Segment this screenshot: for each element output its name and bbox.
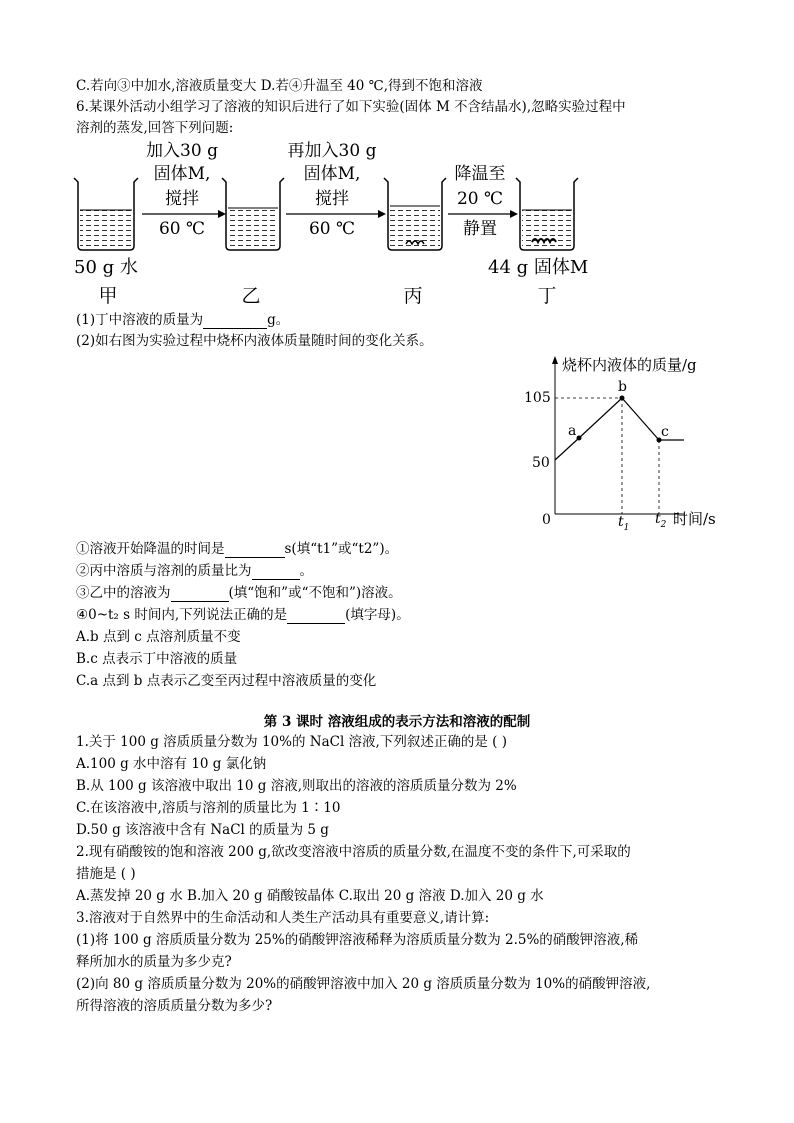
graph-xlabel: 时间/s (673, 510, 716, 528)
beaker-yi (222, 178, 284, 250)
label-50g-water: 50 g 水 (74, 257, 138, 278)
beaker-ding (516, 178, 578, 250)
answer-blank-3[interactable] (252, 565, 300, 580)
graph-xtick-t1: $t_1$ (618, 514, 630, 530)
q6-item3-suffix: (填“饱和”或“不饱和”)溶液。 (228, 585, 402, 601)
step2-line2: 固体M, (303, 164, 361, 184)
step3-line1: 降温至 (454, 164, 506, 184)
q6-stem-line2: 溶剂的蒸发,回答下列问题: (76, 120, 234, 136)
q6-item4-suffix: (填字母)。 (345, 607, 410, 623)
answer-blank-1[interactable] (203, 314, 267, 329)
s3-q3: 3.溶液对于自然界中的生命活动和人类生产活动具有重要意义,请计算: (76, 910, 490, 926)
q6-item1 (76, 540, 398, 558)
s3-q3-part1-line2: 释所加水的质量为多少克? (76, 954, 232, 970)
q6-item4-prefix: ④0~t₂ s 时间内,下列说法正确的是 (76, 607, 288, 623)
q6-item2 (76, 562, 313, 580)
q6-item2-suffix: 。 (299, 563, 313, 579)
q5-options-tail: C.若向③中加水,溶液质量变大 D.若④升温至 40 ℃,得到不饱和溶液 (76, 78, 483, 94)
q6-item3 (76, 584, 402, 602)
step1-line4: 60 ℃ (158, 219, 206, 239)
step2-line1: 再加入30 g (287, 141, 377, 161)
s3-q2-options: A.蒸发掉 20 g 水 B.加入 20 g 硝酸铵晶体 C.取出 20 g 溶液 D.加入 20 g 水 (76, 888, 544, 904)
q6-option-b: B.c 点表示丁中溶液的质量 (76, 651, 238, 667)
label-a: a (568, 423, 577, 439)
s3-q3-part2-line1: (2)向 80 g 溶质质量分数为 20%的硝酸钾溶液中加入 20 g 溶质质量分数为 10%的硝酸钾溶液, (76, 976, 651, 992)
label-bing: 丙 (403, 285, 423, 307)
point-a (577, 436, 582, 441)
point-b (620, 396, 625, 401)
label-yi: 乙 (241, 285, 261, 307)
label-c: c (661, 424, 669, 440)
answer-blank-4[interactable] (171, 587, 229, 602)
s3-q3-part1-line1: (1)将 100 g 溶质质量分数为 25%的硝酸钾溶液稀释为溶质质量分数为 2.5%的硝酸钾溶液,稀 (76, 932, 639, 948)
q6-option-a: A.b 点到 c 点溶剂质量不变 (76, 629, 241, 645)
step1-line3: 搅拌 (165, 189, 199, 209)
graph-origin: 0 (542, 512, 551, 528)
label-jia: 甲 (98, 285, 118, 307)
q6-sub1-suffix: g。 (267, 312, 290, 328)
q6-sub1-prefix: (1)丁中溶液的质量为 (76, 312, 204, 328)
s3-q1-option-b: B.从 100 g 该溶液中取出 10 g 溶液,则取出的溶液的溶质质量分数为 2% (76, 778, 517, 794)
step3-line2: 20 ℃ (456, 189, 504, 209)
answer-blank-5[interactable] (287, 609, 345, 624)
q6-item3-prefix: ③乙中的溶液为 (76, 585, 171, 601)
s3-q1-option-d: D.50 g 该溶液中含有 NaCl 的质量为 5 g (76, 822, 329, 838)
graph-ylabel: 烧杯内液体的质量/g (562, 356, 697, 374)
s3-q1-option-a: A.100 g 水中溶有 10 g 氯化钠 (76, 756, 267, 772)
s3-q3-part2-line2: 所得溶液的溶质质量分数为多少? (76, 998, 273, 1014)
s3-q2-line1: 2.现有硝酸铵的饱和溶液 200 g,欲改变溶液中溶质的质量分数,在温度不变的条件下,可采取的 (76, 844, 631, 860)
step3-line3: 静置 (463, 219, 497, 239)
q6-item1-prefix: ①溶液开始降温的时间是 (76, 541, 225, 557)
label-ding: 丁 (537, 285, 557, 307)
graph-ytick-50: 50 (532, 455, 550, 471)
answer-blank-2[interactable] (225, 543, 285, 558)
q6-item1-suffix: s(填“t1”或“t2”)。 (284, 541, 399, 557)
step1-line2: 固体M, (153, 164, 211, 184)
label-44g-solid: 44 g 固体M (488, 257, 589, 278)
s3-q2-line2: 措施是 ( ) (76, 866, 136, 882)
step1-line1: 加入30 g (146, 141, 218, 161)
experiment-diagram (70, 138, 630, 308)
q6-sub1 (76, 311, 289, 329)
q6-item2-prefix: ②丙中溶质与溶剂的质量比为 (76, 563, 252, 579)
step2-line4: 60 ℃ (308, 219, 356, 239)
q6-item4 (76, 606, 410, 624)
q6-sub2: (2)如右图为实验过程中烧杯内液体质量随时间的变化关系。 (76, 333, 433, 349)
graph-ytick-105: 105 (524, 390, 551, 406)
beaker-jia (74, 178, 138, 250)
beaker-bing (384, 178, 446, 250)
s3-q1: 1.关于 100 g 溶质质量分数为 10%的 NaCl 溶液,下列叙述正确的是 ( ) (76, 734, 507, 750)
graph-xtick-t2: $t_2$ (655, 511, 667, 530)
s3-q1-option-c: C.在该溶液中,溶质与溶剂的质量比为 1∶10 (76, 800, 341, 816)
q6-stem-line1: 6.某课外活动小组学习了溶液的知识后进行了如下实验(固体 M 不含结晶水),忽略实验过程中 (76, 99, 626, 115)
label-b: b (618, 379, 627, 395)
q6-option-c: C.a 点到 b 点表示乙变至丙过程中溶液质量的变化 (76, 673, 377, 689)
section-3-title: 第 3 课时 溶液组成的表示方法和溶液的配制 (263, 714, 531, 730)
mass-time-graph (522, 348, 744, 530)
step2-line3: 搅拌 (315, 189, 349, 209)
